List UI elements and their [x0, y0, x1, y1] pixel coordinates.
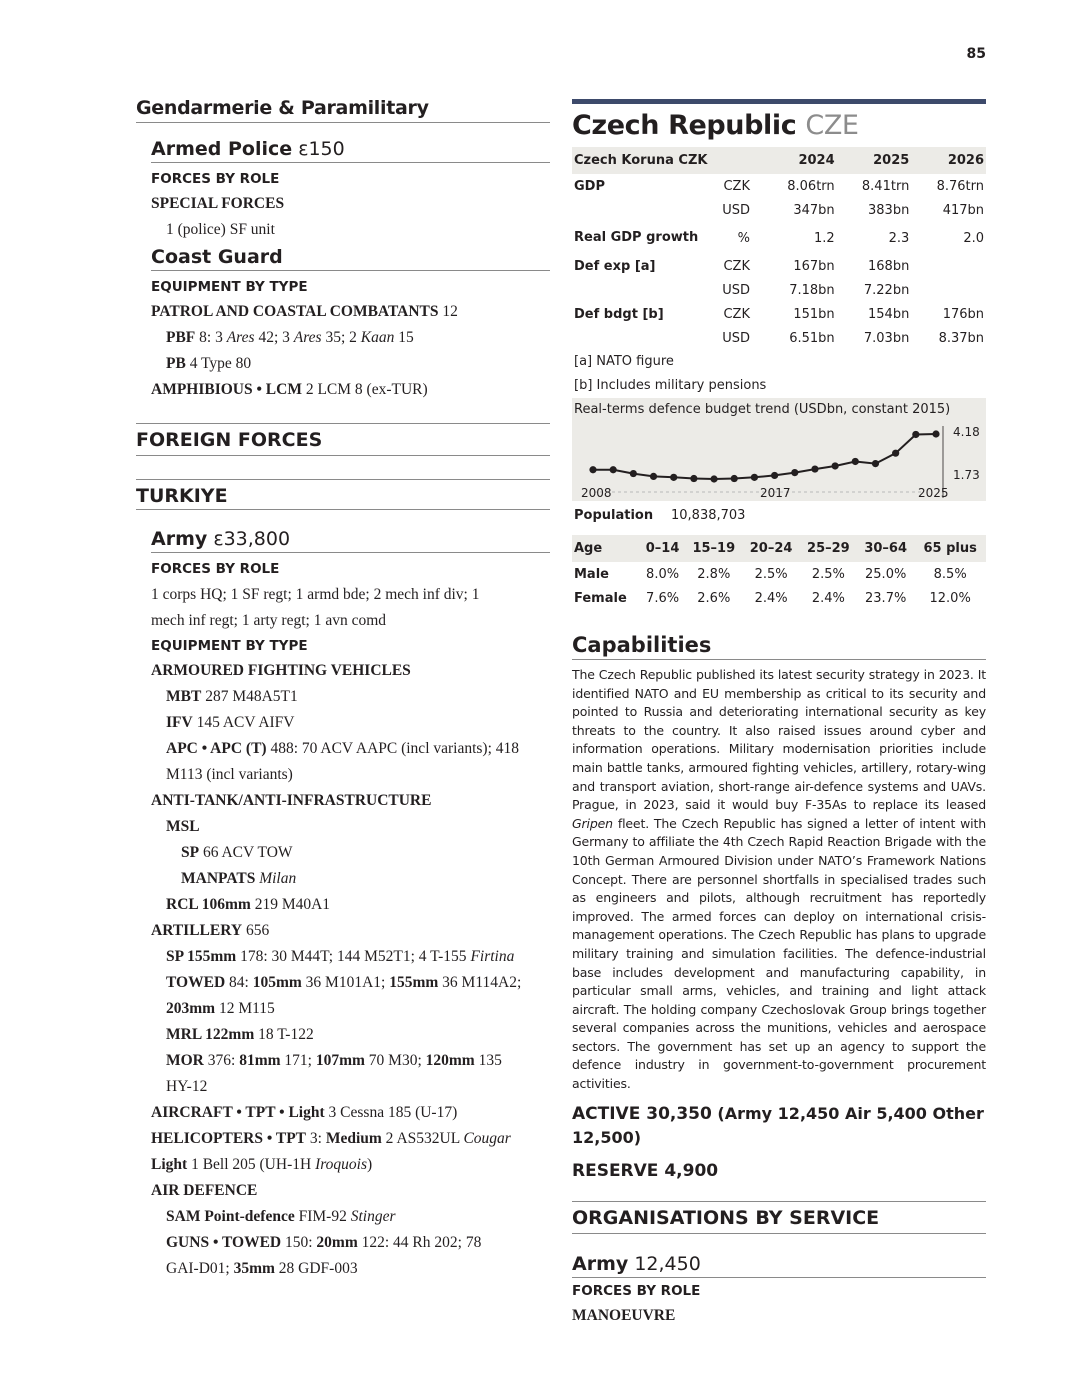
capabilities-text-part: fleet. The Czech Republic has signed a letter of intent with Germany to affiliate the 4th Czech Rapid Reaction Brigade with the 10th German Armoured Division under NATO’s Framework Nations Concept. There are personnel shortfalls in specialised trades such as engineers and pilots, although recruitment has reportedly improved. The armed forces can deploy on international crisis-management operations. The Czech Republic has plans to upgrade military training and simulation facilities. The defence-industrial base includes development and manufacturing capability, in particular small arms, vehicles, and training and light attack aircraft. The holding company Czechoslovak Group brings together several companies across the munitions, vehicles and aerospace sectors. The government has set up an agency to support the defence industry in government-to-government procurement activities.	[572, 815, 986, 1092]
cell-value: 2.3	[888, 230, 910, 246]
cell-value: 2.0	[963, 230, 984, 246]
manpats-code: MANPATS	[181, 870, 256, 887]
guns-line	[166, 1230, 550, 1256]
turkiye-heading: TURKIYE	[136, 479, 550, 509]
row-label: Male	[574, 566, 609, 582]
heli-light-code: Light	[151, 1156, 188, 1173]
heli-light-text: 1 Bell 205 (UH-1H	[187, 1156, 316, 1173]
turkiye-divider	[136, 509, 550, 510]
note-b: [b] Includes military pensions	[574, 378, 767, 393]
unit-header	[712, 147, 762, 174]
cell-value: 8.41trn	[861, 178, 910, 194]
sp-code: SP	[181, 844, 200, 861]
country-code: CZE	[805, 110, 859, 141]
patrol-label: PATROL AND COASTAL COMBATANTS	[151, 303, 439, 320]
towed-text: 36 M101A1;	[301, 974, 390, 991]
table-row	[572, 198, 986, 222]
age-table	[572, 535, 986, 610]
sf-unit: 1 (police) SF unit	[166, 221, 275, 238]
msl-text: MSL	[166, 818, 200, 835]
army-name: Army	[151, 528, 208, 550]
apc-text: 488: 70 ACV AAPC (incl variants); 418	[266, 740, 520, 757]
capabilities-text-italic: Gripen	[572, 815, 613, 831]
mor-text: 135	[474, 1052, 502, 1069]
helicopters-type: Cougar	[463, 1130, 511, 1147]
capabilities-text	[572, 666, 986, 1094]
active-strength	[572, 1102, 986, 1149]
mbt-line	[166, 684, 550, 710]
pbf-text: 15	[394, 329, 414, 346]
cell-value: 8.0%	[646, 566, 680, 582]
aircraft-line	[151, 1100, 550, 1126]
rcl-text: 219 M40A1	[250, 896, 331, 913]
gendarmerie-heading: Gendarmerie & Paramilitary	[136, 96, 550, 123]
guns-calibre: 20mm	[316, 1234, 358, 1251]
sp155-text: 178: 30 M44T; 144 M52T1; 4 T-155	[236, 948, 471, 965]
y-label-max: 4.18	[953, 425, 980, 439]
age-header: 30–64	[857, 535, 914, 562]
y-label-min: 1.73	[953, 468, 980, 482]
data-point	[731, 475, 738, 482]
data-point	[650, 473, 657, 480]
air-defence-label: AIR DEFENCE	[151, 1182, 258, 1199]
data-point	[852, 458, 859, 465]
ifv-code: IFV	[166, 714, 193, 731]
cell-value: 7.22bn	[863, 282, 910, 298]
x-tick-label: 2017	[760, 486, 791, 500]
right-column	[572, 99, 986, 1329]
amphibious-line	[151, 377, 550, 403]
cell-value: 25.0%	[865, 566, 907, 582]
army-units-line-1: 1 corps HQ; 1 SF regt; 1 armd bde; 2 mech inf div; 1	[151, 586, 480, 603]
mor-calibre: 107mm	[315, 1052, 365, 1069]
sam-text: FIM-92	[294, 1208, 351, 1225]
row-unit: USD	[722, 330, 750, 346]
note-a: [a] NATO figure	[574, 354, 674, 369]
title-rule	[572, 99, 986, 104]
sp155-line	[166, 944, 550, 970]
row-label	[572, 326, 712, 350]
afv-label: ARMOURED FIGHTING VEHICLES	[151, 662, 411, 679]
army-eqpt-label: EQUIPMENT BY TYPE	[151, 638, 308, 654]
table-row	[572, 254, 986, 278]
data-point	[670, 474, 677, 481]
army-size: 12,450	[634, 1252, 701, 1275]
army-role-label: FORCES BY ROLE	[151, 561, 280, 577]
cell-value: 8.37bn	[938, 330, 984, 346]
pb-code: PB	[166, 355, 186, 372]
towed-calibre: 203mm	[166, 1000, 216, 1017]
cell-value: 151bn	[793, 306, 835, 322]
ifv-text: 145 ACV AIFV	[192, 714, 295, 731]
helicopters-class: Medium	[325, 1130, 382, 1147]
cell-value: 2.8%	[697, 566, 731, 582]
heli-light-line	[151, 1152, 550, 1178]
rcl-code: RCL 106mm	[166, 896, 251, 913]
pbf-line	[166, 325, 550, 351]
foreign-forces-heading: FOREIGN FORCES	[136, 423, 550, 456]
cell-value: 2.4%	[754, 590, 788, 606]
data-point	[771, 472, 778, 479]
heli-light-type: Iroquois	[315, 1156, 368, 1173]
pbf-code: PBF	[166, 329, 196, 346]
economic-table	[572, 147, 986, 350]
row-unit: USD	[722, 202, 750, 218]
data-point	[932, 430, 939, 437]
towed-text: 36 M114A2;	[438, 974, 522, 991]
mor-text: 376:	[203, 1052, 240, 1069]
sam-code: SAM Point-defence	[166, 1208, 295, 1225]
cell-value: 8.5%	[933, 566, 967, 582]
towed-text: 12 M115	[215, 1000, 275, 1017]
guns-calibre: 35mm	[233, 1260, 275, 1277]
row-label	[572, 278, 712, 302]
helicopters-text: 2 AS532UL	[381, 1130, 464, 1147]
cell-value: 176bn	[942, 306, 984, 322]
mbt-code: MBT	[166, 688, 202, 705]
pbf-class: Ares	[293, 329, 322, 346]
cell-value	[911, 278, 986, 302]
mor-text: 171;	[280, 1052, 316, 1069]
cell-value: 7.03bn	[863, 330, 910, 346]
age-header: 65 plus	[914, 535, 986, 562]
cell-value: 2.6%	[697, 590, 731, 606]
data-point	[690, 475, 697, 482]
data-point	[710, 475, 717, 482]
row-unit: %	[737, 230, 750, 246]
trend-line	[593, 434, 936, 479]
table-row	[572, 302, 986, 326]
coast-guard-name: Coast Guard	[151, 246, 283, 268]
data-point	[751, 474, 758, 481]
row-label: GDP	[574, 178, 605, 194]
population-label: Population	[574, 508, 654, 523]
population-row	[572, 501, 986, 531]
army-role-label: FORCES BY ROLE	[572, 1282, 701, 1299]
table-row	[572, 174, 986, 198]
cell-value: 12.0%	[929, 590, 971, 606]
equipment-by-type-label: EQUIPMENT BY TYPE	[151, 279, 308, 295]
patrol-count: 12	[442, 303, 458, 320]
armed-police-name: Armed Police	[151, 138, 293, 160]
towed-calibre: 155mm	[389, 974, 439, 991]
pbf-text: 42; 3	[254, 329, 294, 346]
row-label: Def exp [a]	[574, 258, 656, 274]
cell-value: 2.4%	[811, 590, 845, 606]
rcl-line	[166, 892, 550, 918]
cell-value: 167bn	[793, 258, 835, 274]
army-size: ε33,800	[213, 528, 291, 550]
row-unit: CZK	[723, 306, 750, 322]
data-point	[912, 431, 919, 438]
towed-line-cont	[166, 996, 550, 1022]
year-header: 2026	[911, 147, 986, 174]
row-label: Real GDP growth	[574, 230, 699, 245]
cell-value: 8.76trn	[936, 178, 984, 194]
mrl-code: MRL 122mm	[166, 1026, 255, 1043]
msl-label	[166, 814, 550, 840]
amphibious-label: AMPHIBIOUS • LCM	[151, 381, 302, 398]
cell-value: 1.2	[813, 230, 835, 246]
mor-line-cont: HY-12	[166, 1078, 208, 1095]
czech-army-heading	[572, 1252, 986, 1278]
data-point	[630, 470, 637, 477]
helicopters-line	[151, 1126, 550, 1152]
age-header: Age	[572, 535, 640, 562]
sp155-code: SP 155mm	[166, 948, 237, 965]
mor-text: 70 M30;	[364, 1052, 426, 1069]
data-point	[811, 465, 818, 472]
age-header-row	[572, 535, 986, 562]
age-header: 25–29	[800, 535, 857, 562]
special-forces-label: SPECIAL FORCES	[151, 195, 285, 212]
data-point	[610, 466, 617, 473]
forces-by-role-label: FORCES BY ROLE	[151, 171, 280, 187]
data-point	[791, 469, 798, 476]
pbf-class: Kaan	[360, 329, 395, 346]
cell-value	[911, 254, 986, 278]
country-name: Czech Republic	[572, 110, 797, 141]
page-number: 85	[966, 46, 986, 62]
cell-value: 347bn	[793, 202, 835, 218]
cell-value: 6.51bn	[789, 330, 835, 346]
population-value: 10,838,703	[671, 508, 746, 523]
apc-line-cont: M113 (incl variants)	[166, 766, 293, 783]
data-point	[589, 466, 596, 473]
mbt-text: 287 M48A5T1	[201, 688, 298, 705]
table-row	[572, 562, 986, 586]
towed-text: 84:	[225, 974, 253, 991]
manpats-line	[181, 866, 550, 892]
guns-text: 150:	[281, 1234, 317, 1251]
aircraft-code: AIRCRAFT • TPT • Light	[151, 1104, 325, 1121]
sam-line	[166, 1204, 550, 1230]
reserve-strength: RESERVE 4,900	[572, 1160, 719, 1181]
ifv-line	[166, 710, 550, 736]
apc-code: APC • APC (T)	[166, 740, 267, 757]
coast-guard-heading	[151, 245, 550, 271]
capabilities-text-part: The Czech Republic published its latest security strategy in 2023. It identified NATO and EU membership as critical to its security and pointed to Russia and deteriorating international security as key threats to the country. It also raised issues around cyber and information operations. Military modernisation priorities include main battle tanks, armoured fighting vehicles, artillery, rotary-wing and transport aviation, short-range air-defence systems and UAVs. Prague, in 2023, said it would buy F-35As to replace its leased	[572, 667, 986, 813]
armed-police-size: ε150	[298, 138, 345, 160]
currency-header: Czech Koruna CZK	[572, 147, 712, 174]
row-unit: CZK	[723, 178, 750, 194]
age-header: 15–19	[685, 535, 742, 562]
cell-value: 2.5%	[811, 566, 845, 582]
age-header: 20–24	[742, 535, 799, 562]
pbf-class: Ares	[226, 329, 255, 346]
mor-line	[166, 1048, 550, 1074]
data-point	[832, 462, 839, 469]
table-row	[572, 222, 986, 254]
artillery-label: ARTILLERY	[151, 922, 243, 939]
aircraft-text: 3 Cessna 185 (U-17)	[324, 1104, 458, 1121]
cell-value: 7.18bn	[789, 282, 835, 298]
row-unit: USD	[722, 282, 750, 298]
artillery-line	[151, 918, 550, 944]
towed-code: TOWED	[166, 974, 226, 991]
mor-calibre: 120mm	[425, 1052, 475, 1069]
active-detail: (Army 12,450 Air 5,400 Other 12,500)	[572, 1103, 984, 1147]
mor-calibre: 81mm	[239, 1052, 281, 1069]
cell-value: 154bn	[868, 306, 910, 322]
cell-value: 383bn	[868, 202, 910, 218]
sp-line	[181, 840, 550, 866]
cell-value: 2.5%	[754, 566, 788, 582]
guns-code: GUNS • TOWED	[166, 1234, 282, 1251]
data-point	[872, 460, 879, 467]
patrol-line	[151, 299, 550, 325]
cell-value: 23.7%	[865, 590, 907, 606]
helicopters-text: 3:	[306, 1130, 326, 1147]
cell-value: 8.06trn	[787, 178, 835, 194]
turkiye-army-heading	[151, 527, 550, 553]
year-header: 2024	[762, 147, 837, 174]
apc-line	[166, 736, 550, 762]
guns-text: GAI-D01;	[166, 1260, 234, 1277]
heli-light-end: )	[367, 1156, 373, 1173]
guns-text: 28 GDF-003	[274, 1260, 358, 1277]
table-row	[572, 586, 986, 610]
artillery-count: 656	[242, 922, 270, 939]
helicopters-code: HELICOPTERS • TPT	[151, 1130, 307, 1147]
data-point	[892, 450, 899, 457]
table-row	[572, 278, 986, 302]
trend-chart	[572, 398, 986, 501]
sp155-system: Firtina	[470, 948, 515, 965]
table-row	[572, 326, 986, 350]
year-header: 2025	[837, 147, 912, 174]
capabilities-heading: Capabilities	[572, 632, 986, 660]
armed-police-heading	[151, 137, 550, 163]
trend-chart-svg	[572, 422, 986, 501]
sp-text: 66 ACV TOW	[199, 844, 293, 861]
sam-type: Stinger	[350, 1208, 396, 1225]
mrl-text: 18 T-122	[254, 1026, 314, 1043]
towed-line	[166, 970, 550, 996]
pb-text: 4 Type 80	[185, 355, 252, 372]
towed-calibre: 105mm	[252, 974, 302, 991]
army-name: Army	[572, 1252, 629, 1275]
pbf-text: 8: 3	[195, 329, 227, 346]
organisations-heading: ORGANISATIONS BY SERVICE	[572, 1201, 986, 1234]
mor-code: MOR	[166, 1052, 204, 1069]
manpats-system: Milan	[259, 870, 297, 887]
cell-value: 417bn	[942, 202, 984, 218]
economic-table-header	[572, 147, 986, 174]
amphibious-text: 2 LCM 8 (ex-TUR)	[301, 381, 428, 398]
guns-text: 122: 44 Rh 202; 78	[357, 1234, 482, 1251]
active-label: ACTIVE 30,350	[572, 1103, 712, 1124]
chart-title: Real-terms defence budget trend (USDbn, constant 2015)	[574, 402, 951, 417]
row-label	[572, 198, 712, 222]
pb-line	[166, 351, 550, 377]
army-units-line-2: mech inf regt; 1 arty regt; 1 avn comd	[151, 612, 387, 629]
manoeuvre-label: MANOEUVRE	[572, 1306, 676, 1324]
cell-value: 168bn	[868, 258, 910, 274]
guns-line-cont	[166, 1256, 550, 1282]
age-header: 0–14	[640, 535, 685, 562]
left-column	[136, 96, 550, 1282]
row-label: Def bdgt [b]	[574, 306, 664, 322]
country-title	[572, 109, 986, 143]
anti-tank-label: ANTI-TANK/ANTI-INFRASTRUCTURE	[151, 792, 432, 809]
row-unit: CZK	[723, 258, 750, 274]
row-label: Female	[574, 590, 627, 606]
pbf-text: 35; 2	[321, 329, 361, 346]
x-tick-label: 2025	[918, 486, 949, 500]
x-tick-label: 2008	[581, 486, 612, 500]
mrl-line	[166, 1022, 550, 1048]
cell-value: 7.6%	[646, 590, 680, 606]
